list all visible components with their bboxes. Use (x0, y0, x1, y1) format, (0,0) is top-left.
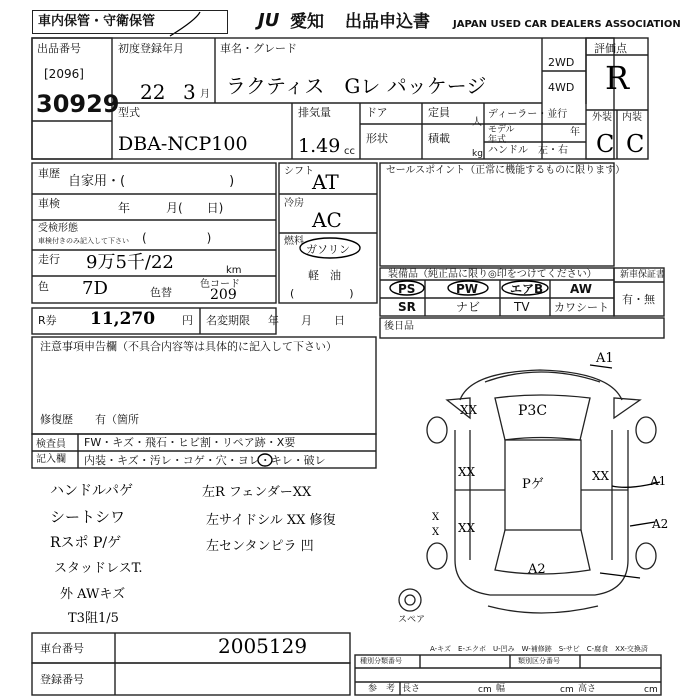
inspector-note-1: ハンドルパゲ (50, 483, 134, 499)
equip-ps: PS (398, 282, 416, 296)
history-value: 自家用・( ) (68, 174, 235, 189)
receipt-label: 受検形態 (38, 223, 78, 234)
fuel-gas: ガソリン (306, 243, 350, 256)
damage-a1-top: A1 (596, 351, 614, 366)
form-title: 出品申込書 (345, 12, 430, 32)
color-value: 7D (82, 278, 108, 299)
damage-a1-right: A1 (650, 474, 667, 488)
name-change-label: 名変期限 (206, 314, 250, 327)
damage-xx-3: XX (458, 521, 476, 535)
load-label: 積載 (428, 132, 450, 145)
inspector-note-7: 左R フェンダーXX (202, 485, 312, 500)
dealer-model-year: モデル 年式 (488, 125, 515, 145)
drive-2wd: 2WD (548, 56, 575, 69)
damage-p3c: P3C (518, 403, 548, 419)
dims-height: 高さ (578, 684, 597, 694)
equip-pw: PW (456, 282, 479, 296)
dealer-year-unit: 年 (570, 127, 580, 138)
name-change-value: 年 月 日 (268, 314, 345, 327)
registration-month: 3 (183, 80, 196, 104)
dealer-handle: ハンドル 左・右 (488, 145, 568, 156)
notes-label: 注意事項申告欄（不具合内容等は具体的に記入して下さい） (40, 340, 337, 353)
damage-x-1: X (432, 512, 440, 523)
displacement-unit: cc (344, 146, 355, 157)
color-change: 色替 (150, 286, 172, 299)
dims-width: 幅 (496, 684, 506, 694)
damage-legend: A-キズ E-エクボ U-凹み W-補修跡 S-サビ C-腐食 XX-交換済 (430, 645, 648, 653)
chassis-label: 車台番号 (40, 642, 84, 655)
dims-unit-3: cm (644, 685, 658, 695)
displacement-value: 1.49 (298, 135, 341, 157)
recycle-value: 11,270 (90, 309, 156, 329)
registration-month-unit: 月 (200, 89, 210, 100)
back-seat-label: 後日品 (384, 321, 414, 332)
inspector-note-6: T3阻1/5 (68, 611, 119, 626)
int-label: 内装 (622, 112, 642, 123)
displacement-label: 排気量 (298, 106, 331, 119)
damage-x-2: X (432, 527, 440, 538)
inspector-note-9: 左センタンピラ 凹 (206, 539, 314, 554)
damage-xx-4: XX (592, 469, 610, 483)
ext-label: 外装 (592, 112, 612, 123)
type-value: DBA-NCP100 (118, 133, 248, 155)
shape-label: 形状 (366, 132, 388, 145)
inspector-note-4: スタッドレスT. (54, 561, 143, 576)
dims-row2-label: 類別区分番号 (518, 657, 560, 665)
fuel-other: ( ) (290, 287, 354, 300)
dealer-import: ディーラー・並行 (488, 109, 568, 120)
model-name-value: ラクティス Gレ パッケージ (226, 74, 487, 98)
equip-tv: TV (514, 300, 530, 314)
inspection-value: 年 月( 日) (118, 201, 224, 215)
equip-sr: SR (398, 300, 416, 314)
dims-ref: 参 考 (368, 684, 396, 694)
mileage-value: 9万5千/22 (86, 252, 174, 273)
damage-a2-right: A2 (652, 517, 669, 531)
capacity-label: 定員 (428, 106, 450, 119)
ext-grade: C (596, 130, 615, 158)
lot-label: 出品番号 (37, 42, 81, 55)
check-row1: FW・キズ・飛石・ヒビ割・リペア跡・X要 (84, 436, 296, 449)
org-name: 愛知 (290, 12, 324, 32)
warranty-label: 新車保証書 (620, 270, 666, 280)
mileage-unit: km (226, 265, 242, 276)
dims-unit-2: cm (560, 685, 574, 695)
drive-4wd: 4WD (548, 81, 575, 94)
equipment-label: 装備品（純正品に限り◎印をつけてください） (388, 269, 597, 280)
warranty-value: 有・無 (622, 293, 655, 306)
type-label: 型式 (118, 106, 140, 119)
inspection-label: 車検 (38, 197, 60, 210)
equip-airbag: エアB (510, 282, 544, 296)
dims-unit-1: cm (478, 685, 492, 695)
storage-label: 車内保管・守衛保管 (38, 14, 156, 29)
inspector-label: 検査員 記入欄 (36, 439, 66, 465)
registration-year: 22 (140, 80, 166, 104)
chassis-value: 2005129 (218, 634, 308, 658)
model-name-label: 車名・グレード (220, 42, 297, 55)
color-code-label: 色コード (200, 279, 240, 290)
equip-aw: AW (570, 282, 592, 296)
shift-label: シフト (284, 166, 314, 177)
load-unit: kg (472, 149, 483, 159)
color-label: 色 (38, 280, 49, 293)
sales-point-label: セールスポイント（正常に機能するものに限ります） (386, 165, 626, 176)
int-grade: C (626, 130, 645, 158)
recycle-label: R券 (38, 314, 57, 327)
damage-a2-bottom: A2 (528, 562, 546, 577)
shift-value: AT (312, 170, 339, 194)
door-label: ドア (366, 106, 388, 119)
recycle-unit: 円 (182, 314, 193, 327)
equip-navi: ナビ (456, 300, 481, 314)
org-english: JAPAN USED CAR DEALERS ASSOCIATION (453, 19, 681, 30)
color-code: 209 (210, 287, 237, 303)
inspector-note-5: 外 AWキズ (60, 587, 126, 602)
damage-xx-1: XX (460, 403, 478, 417)
fuel-label: 燃料 (284, 236, 304, 247)
fuel-diesel: 軽 油 (308, 269, 341, 282)
reg-no-label: 登録番号 (40, 673, 84, 686)
aircon-value: AC (312, 208, 342, 232)
repair-history: 修復歴 有（箇所 (40, 413, 139, 426)
registration-label: 初度登録年月 (118, 42, 184, 55)
receipt-value: ( ) (142, 231, 212, 245)
grade-label: 評価点 (594, 42, 627, 55)
dims-row1-label: 種別分類番号 (360, 657, 402, 665)
check-row2: 内装・キズ・汚レ・コゲ・穴・ヨレ・キレ・破レ (84, 454, 326, 467)
mileage-label: 走行 (38, 253, 60, 266)
aircon-label: 冷房 (284, 198, 304, 209)
equip-seat: カワシート (554, 301, 609, 314)
spare-label: スペア (398, 615, 426, 625)
dims-length: 長さ (402, 684, 421, 694)
lot-bracket-no: [2096] (44, 67, 84, 81)
inspector-note-3: Rスポ P/ゲ (50, 535, 122, 551)
capacity-unit: 人 (472, 117, 482, 128)
receipt-note: 車検付きのみ記入して下さい (38, 237, 129, 245)
lot-number: 30929 (36, 90, 120, 118)
history-label: 車歴 (38, 167, 60, 180)
damage-xx-2: XX (458, 465, 476, 479)
damage-pge: Pゲ (522, 477, 544, 492)
ju-logo: JU (258, 10, 280, 31)
grade-value: R (605, 59, 630, 97)
inspector-note-2: シートシワ (50, 508, 126, 526)
inspector-note-8: 左サイドシル XX 修復 (206, 513, 336, 528)
